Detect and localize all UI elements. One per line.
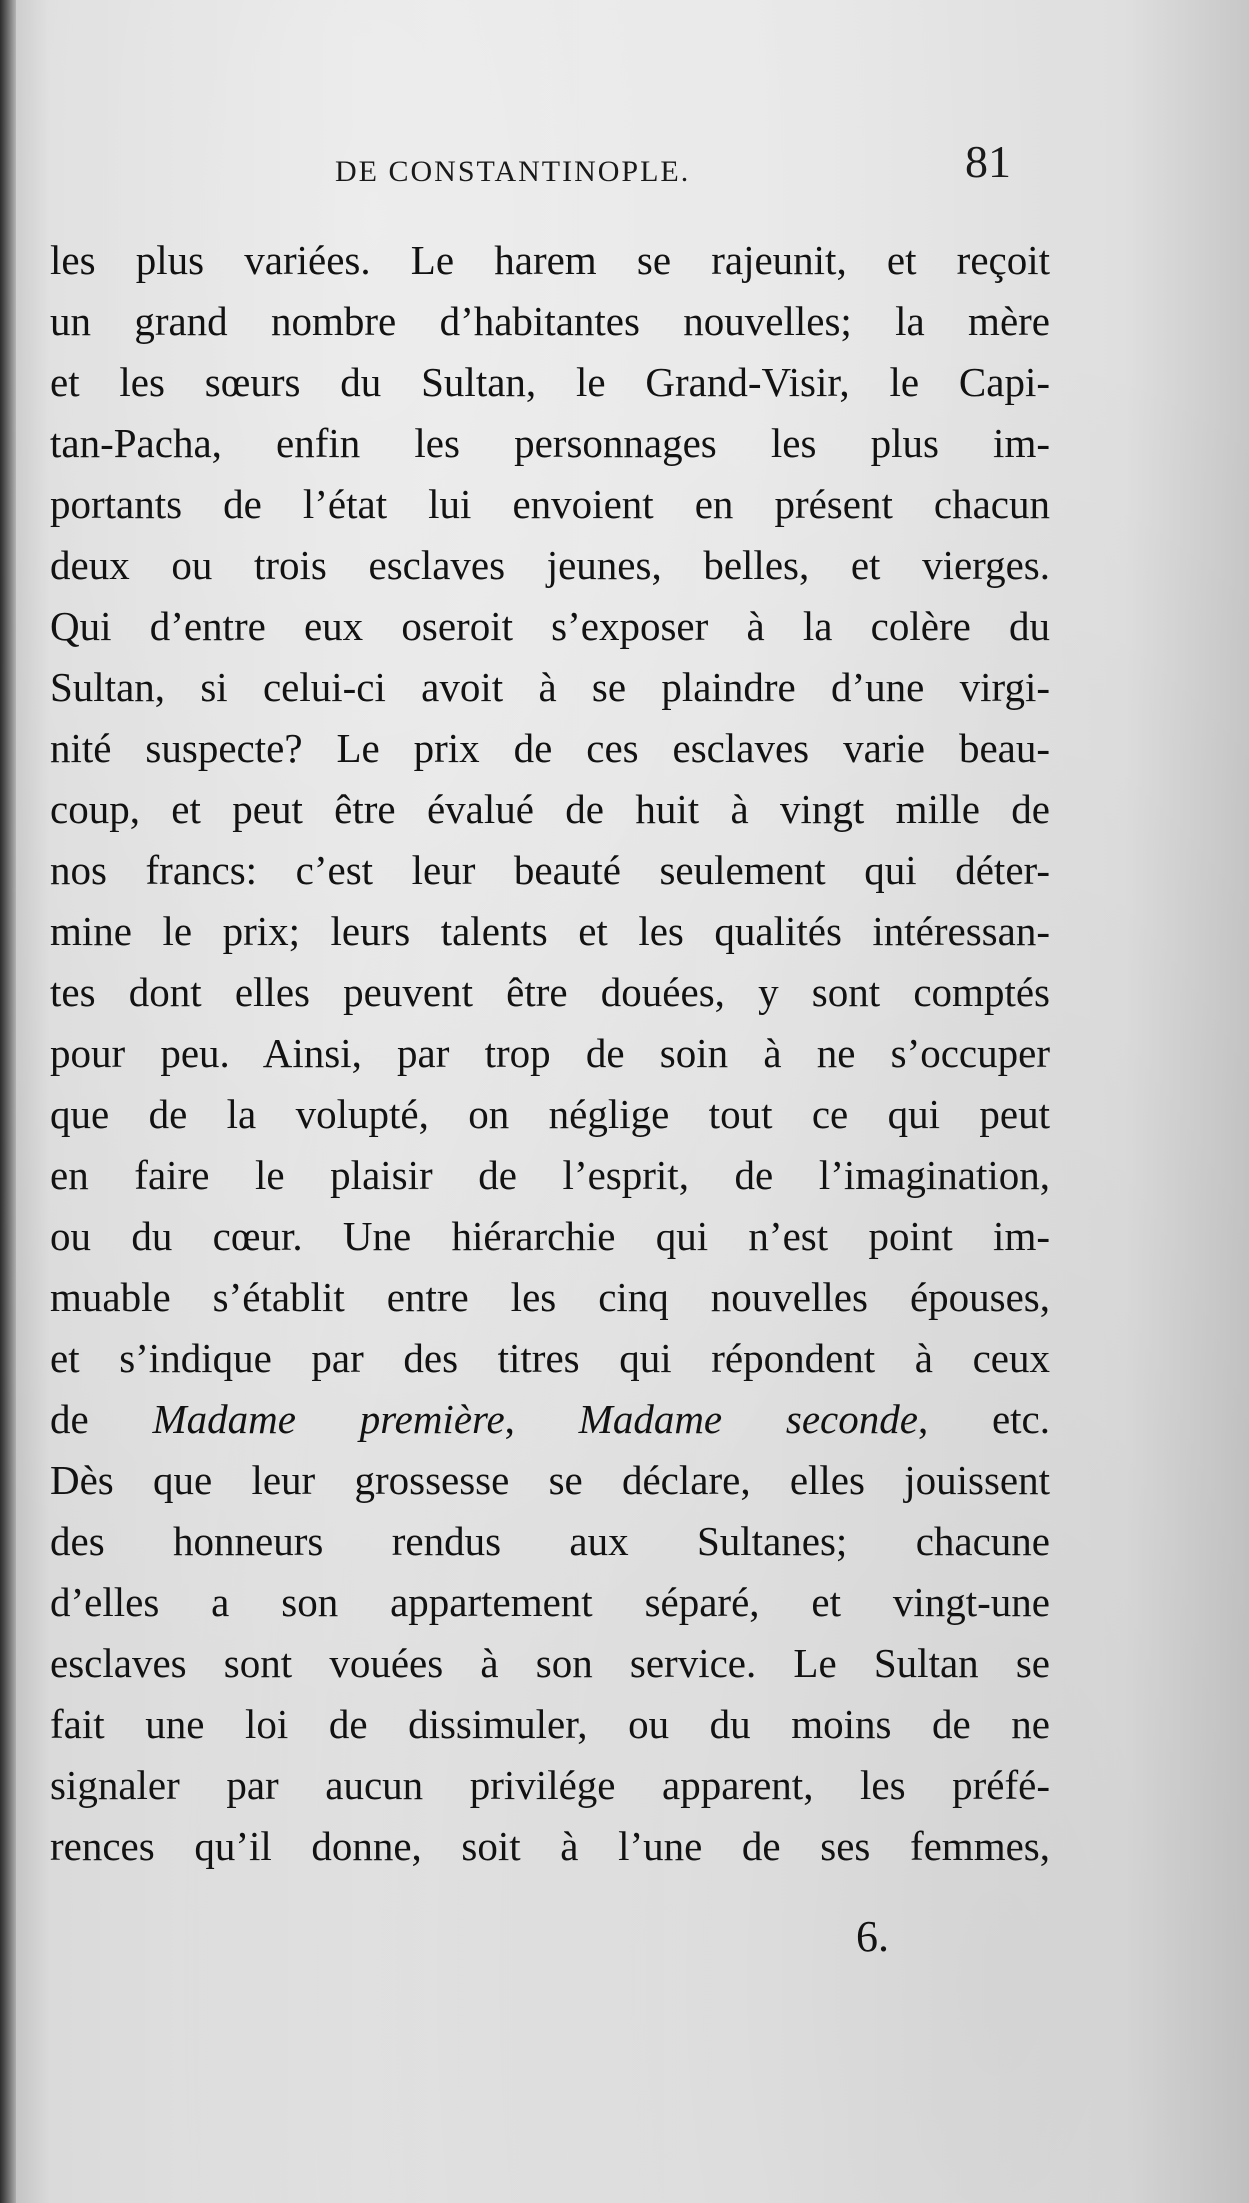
text-line: portants de l’état lui envoient en présent chacun [50,481,1050,527]
text-line: deux ou trois esclaves jeunes, belles, et vierges. [50,542,1050,588]
italic-title-2: Madame seconde [578,1396,918,1442]
text-line: un grand nombre d’habitantes nouvelles; la mère [50,298,1050,344]
text-fragment: de [50,1396,153,1442]
text-line: nos francs: c’est leur beauté seulement qui déter- [50,847,1050,893]
text-line: tes dont elles peuvent être douées, y sont comptés [50,969,1050,1015]
text-line: nité suspecte? Le prix de ces esclaves varie beau- [50,725,1050,771]
text-line: tan-Pacha, enfin les personnages les plus im- [50,420,1050,466]
signature-mark: 6. [856,1912,889,1961]
text-line: d’elles a son appartement séparé, et vingt-une [50,1579,1050,1625]
page-number: 81 [965,136,1011,187]
running-head: DE CONSTANTINOPLE. [335,155,691,188]
text-line: esclaves sont vouées à son service. Le Sultan se [50,1640,1050,1686]
text-line: en faire le plaisir de l’esprit, de l’imagination, [50,1152,1050,1198]
text-line: Dès que leur grossesse se déclare, elles jouissent [50,1457,1050,1503]
text-line: muable s’établit entre les cinq nouvelles épouses, [50,1274,1050,1320]
italic-title-1: Madame première [152,1396,505,1442]
text-fragment: , etc. [917,1396,1051,1442]
binding-shadow [0,0,16,2203]
text-line: signaler par aucun privilége apparent, les préfé- [50,1762,1050,1808]
text-line: et les sœurs du Sultan, le Grand-Visir, le Capi- [50,359,1050,405]
text-line: les plus variées. Le harem se rajeunit, et reçoit [50,237,1050,283]
text-line: des honneurs rendus aux Sultanes; chacune [50,1518,1050,1564]
text-line: Sultan, si celui-ci avoit à se plaindre d’une virgi- [50,664,1050,710]
body-text [50,230,1050,1877]
text-line: et s’indique par des titres qui répondent à ceux [50,1335,1050,1381]
text-line: Qui d’entre eux oseroit s’exposer à la colère du [50,603,1050,649]
text-line: pour peu. Ainsi, par trop de soin à ne s’occuper [50,1030,1050,1076]
text-line-with-italics [50,1389,1050,1450]
text-line: que de la volupté, on néglige tout ce qui peut [50,1091,1050,1137]
text-line: coup, et peut être évalué de huit à vingt mille de [50,786,1050,832]
text-fragment: , [504,1396,579,1442]
text-line: fait une loi de dissimuler, ou du moins de ne [50,1701,1050,1747]
text-line: mine le prix; leurs talents et les qualités intéressan- [50,908,1050,954]
page-header [50,135,1050,195]
text-line: ou du cœur. Une hiérarchie qui n’est point im- [50,1213,1050,1259]
text-line: rences qu’il donne, soit à l’une de ses femmes, [50,1823,1050,1869]
